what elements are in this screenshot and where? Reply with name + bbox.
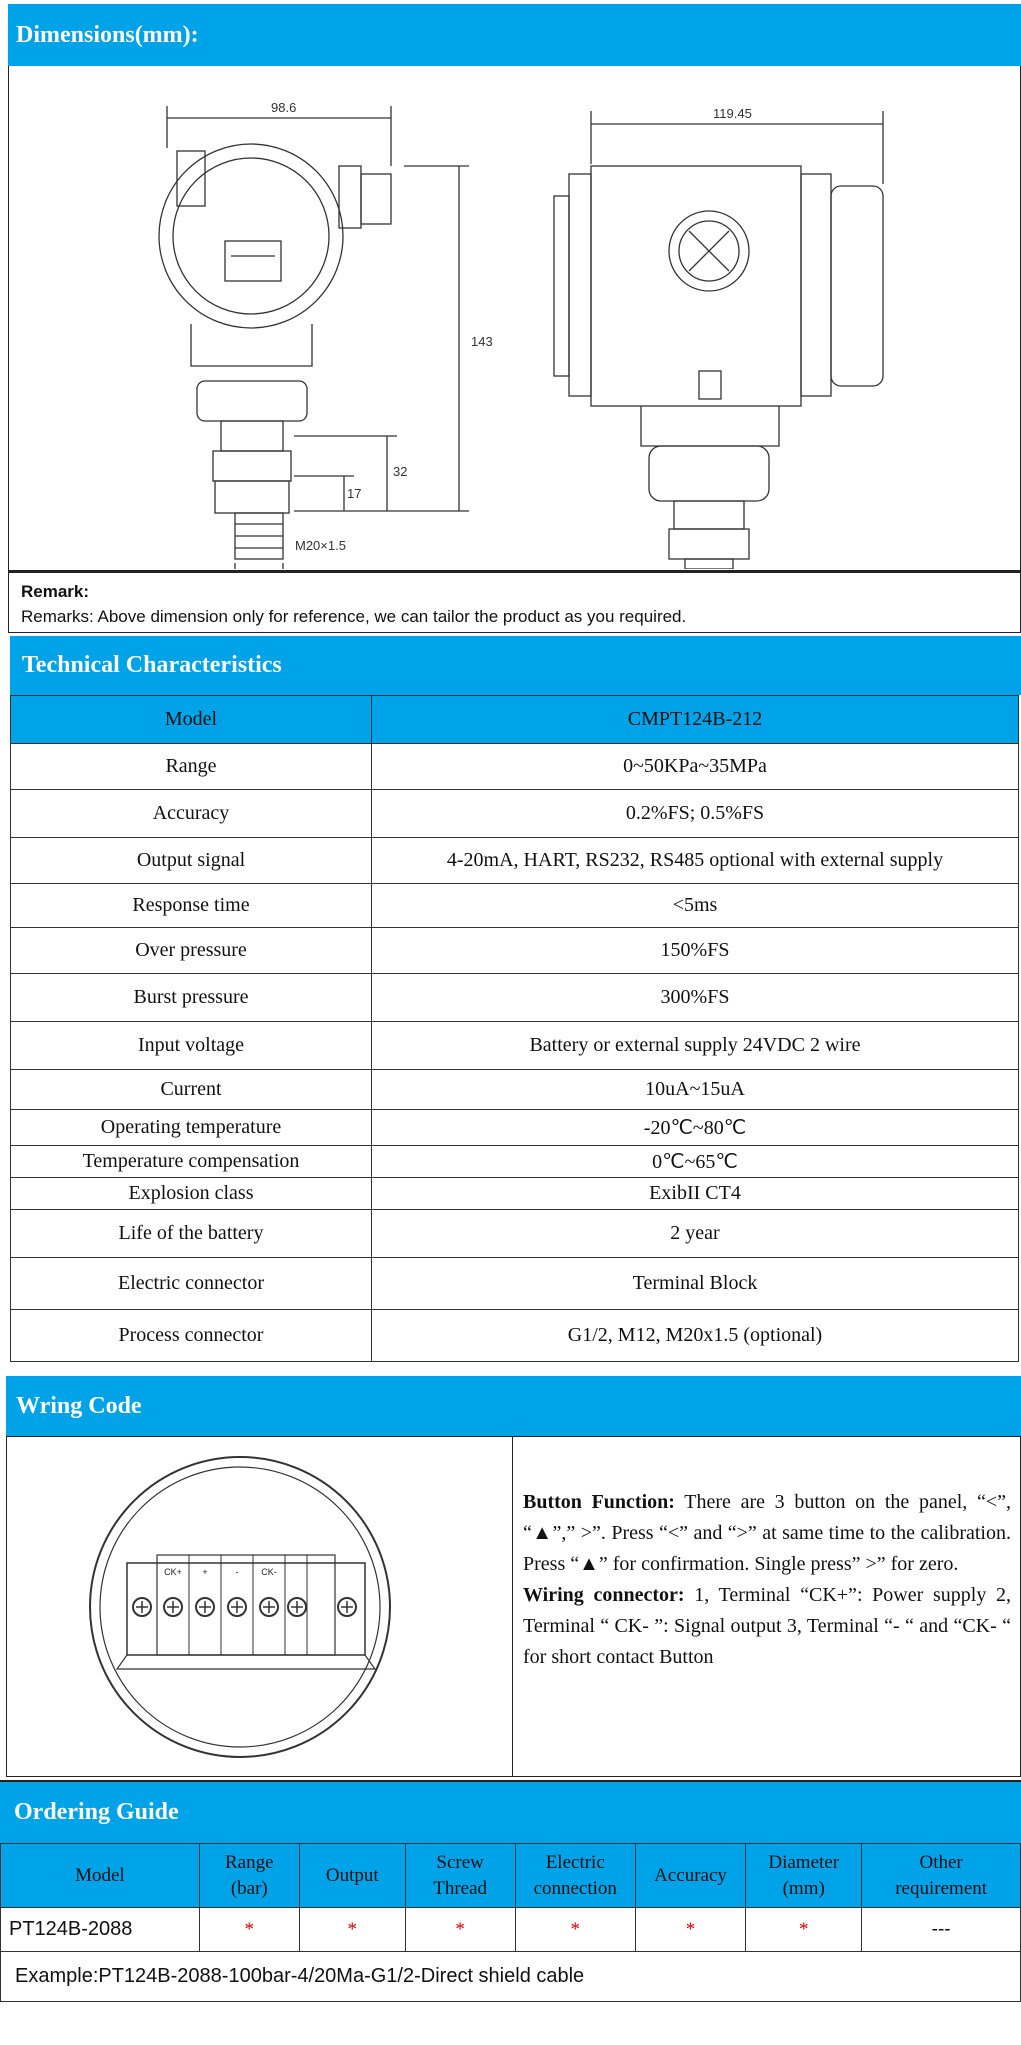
- technical-header: [10, 636, 1021, 695]
- tech-row: [11, 1210, 1019, 1258]
- tech-value: Battery or external supply 24VDC 2 wire: [372, 1022, 1019, 1070]
- remark-panel: [8, 571, 1021, 633]
- tech-key: Over pressure: [11, 928, 372, 974]
- tech-value: 10uA~15uA: [372, 1070, 1019, 1110]
- ordering-column-header-line: Other: [919, 1851, 963, 1873]
- tech-row: [11, 1178, 1019, 1210]
- ordering-header: [0, 1780, 1021, 1843]
- tech-value: CMPT124B-212: [372, 696, 1019, 744]
- ordering-column-header: [405, 1844, 515, 1908]
- dimensions-title: Dimensions(mm):: [16, 21, 199, 48]
- ordering-column-header-line: (bar): [230, 1877, 268, 1899]
- dimensions-drawing-panel: [8, 66, 1021, 571]
- ordering-column-header-line: Screw: [436, 1851, 484, 1873]
- tech-value: 0℃~65℃: [372, 1146, 1019, 1178]
- tech-value: 150%FS: [372, 928, 1019, 974]
- ordering-table: [0, 1843, 1021, 2002]
- terminal-label-ck-plus: CK+: [164, 1567, 182, 1577]
- ordering-column-header-line: (mm): [782, 1877, 825, 1899]
- tech-row: [11, 1258, 1019, 1310]
- technical-title: Technical Characteristics: [22, 652, 282, 678]
- ordering-value-cell: *: [515, 1908, 635, 1952]
- ordering-header-row: [1, 1844, 1021, 1908]
- tech-key: Response time: [11, 884, 372, 928]
- terminal-label-minus: -: [235, 1567, 239, 1577]
- wiring-panel: [6, 1436, 1021, 1777]
- ordering-example: Example:PT124B-2088-100bar-4/20Ma-G1/2-Direct shield cable: [1, 1952, 1021, 2002]
- tech-row: [11, 696, 1019, 744]
- ordering-column-header: [862, 1844, 1021, 1908]
- ordering-value-cell: ---: [862, 1908, 1021, 1952]
- tech-value: -20℃~80℃: [372, 1110, 1019, 1146]
- dimensions-header: [8, 4, 1021, 66]
- ordering-column-header: [199, 1844, 299, 1908]
- dim-label-height: 143: [471, 334, 493, 349]
- ordering-column-header: [299, 1844, 405, 1908]
- tech-key: Life of the battery: [11, 1210, 372, 1258]
- tech-value: 300%FS: [372, 974, 1019, 1022]
- wiring-divider: [512, 1437, 513, 1776]
- wiring-description: [523, 1487, 1011, 1673]
- tech-row: [11, 838, 1019, 884]
- remark-text: Remarks: Above dimension only for reference, we can tailor the product as you required.: [21, 607, 687, 626]
- ordering-column-header: [746, 1844, 862, 1908]
- ordering-column-header-line: Accuracy: [654, 1864, 727, 1886]
- ordering-data-row: [1, 1908, 1021, 1952]
- ordering-example-row: [1, 1952, 1021, 2002]
- wiring-connector-heading: Wiring connector:: [523, 1584, 685, 1606]
- tech-key: Input voltage: [11, 1022, 372, 1070]
- button-function-text: There are 3 button on the panel, “<”, “▲”,” >”. Press “<” and “>” at same time to the calibration. Press “▲” for confirmation. Single press” >” for zero.: [523, 1491, 1011, 1575]
- remark-heading: Remark:: [21, 582, 90, 601]
- dim-label-side-width: 119.45: [713, 106, 752, 121]
- tech-key: Accuracy: [11, 790, 372, 838]
- button-function-heading: Button Function:: [523, 1491, 675, 1513]
- ordering-column-header-line: Diameter: [768, 1851, 840, 1873]
- tech-key: Burst pressure: [11, 974, 372, 1022]
- ordering-model-cell: PT124B-2088: [1, 1908, 200, 1952]
- tech-key: Explosion class: [11, 1178, 372, 1210]
- ordering-column-header-line: Electric: [545, 1851, 605, 1873]
- tech-value: 0~50KPa~35MPa: [372, 744, 1019, 790]
- dim-label-front-width: 98.6: [271, 100, 297, 115]
- tech-row: [11, 790, 1019, 838]
- tech-key: Range: [11, 744, 372, 790]
- ordering-column-header-line: Thread: [433, 1877, 488, 1899]
- tech-row: [11, 884, 1019, 928]
- tech-key: Temperature compensation: [11, 1146, 372, 1178]
- tech-value: G1/2, M12, M20x1.5 (optional): [372, 1310, 1019, 1362]
- terminal-label-plus: +: [202, 1567, 208, 1577]
- tech-key: Model: [11, 696, 372, 744]
- ordering-value-cell: *: [199, 1908, 299, 1952]
- technical-table: [10, 695, 1019, 1362]
- tech-row: [11, 974, 1019, 1022]
- tech-row: [11, 1022, 1019, 1070]
- tech-value: 0.2%FS; 0.5%FS: [372, 790, 1019, 838]
- tech-row: [11, 1110, 1019, 1146]
- ordering-column-header-line: Range: [225, 1851, 274, 1873]
- dimension-drawing: [9, 66, 1020, 569]
- ordering-column-header-line: Output: [325, 1864, 379, 1886]
- tech-key: Current: [11, 1070, 372, 1110]
- tech-key: Output signal: [11, 838, 372, 884]
- tech-row: [11, 1070, 1019, 1110]
- ordering-column-header: [1, 1844, 200, 1908]
- terminal-label-ck-minus: CK-: [261, 1567, 277, 1577]
- tech-value: Terminal Block: [372, 1258, 1019, 1310]
- ordering-column-header: [635, 1844, 745, 1908]
- ordering-value-cell: *: [405, 1908, 515, 1952]
- tech-value: ExibII CT4: [372, 1178, 1019, 1210]
- tech-value: 2 year: [372, 1210, 1019, 1258]
- tech-row: [11, 1146, 1019, 1178]
- tech-key: Electric connector: [11, 1258, 372, 1310]
- tech-row: [11, 744, 1019, 790]
- tech-value: <5ms: [372, 884, 1019, 928]
- ordering-column-header-line: connection: [533, 1877, 617, 1899]
- ordering-value-cell: *: [746, 1908, 862, 1952]
- ordering-value-cell: *: [299, 1908, 405, 1952]
- tech-row: [11, 1310, 1019, 1362]
- tech-key: Process connector: [11, 1310, 372, 1362]
- tech-row: [11, 928, 1019, 974]
- ordering-column-header: [515, 1844, 635, 1908]
- tech-value: 4-20mA, HART, RS232, RS485 optional with external supply: [372, 838, 1019, 884]
- ordering-title: Ordering Guide: [14, 1799, 179, 1825]
- ordering-value-cell: *: [635, 1908, 745, 1952]
- dim-label-thread: M20×1.5: [295, 538, 346, 553]
- ordering-column-header-line: requirement: [895, 1877, 988, 1899]
- wiring-header: [6, 1376, 1021, 1436]
- wiring-title: Wring Code: [16, 1392, 142, 1419]
- tech-key: Operating temperature: [11, 1110, 372, 1146]
- dim-label-32: 32: [393, 464, 408, 479]
- wiring-connector-text: 1, Terminal “CK+”: Power supply 2, Terminal “ CK- ”: Signal output 3, Terminal “- “ and “CK- “ for short contact Button: [523, 1584, 1011, 1668]
- dim-label-17: 17: [347, 486, 362, 501]
- terminal-diagram: [7, 1437, 512, 1776]
- ordering-column-header-line: Model: [75, 1864, 125, 1886]
